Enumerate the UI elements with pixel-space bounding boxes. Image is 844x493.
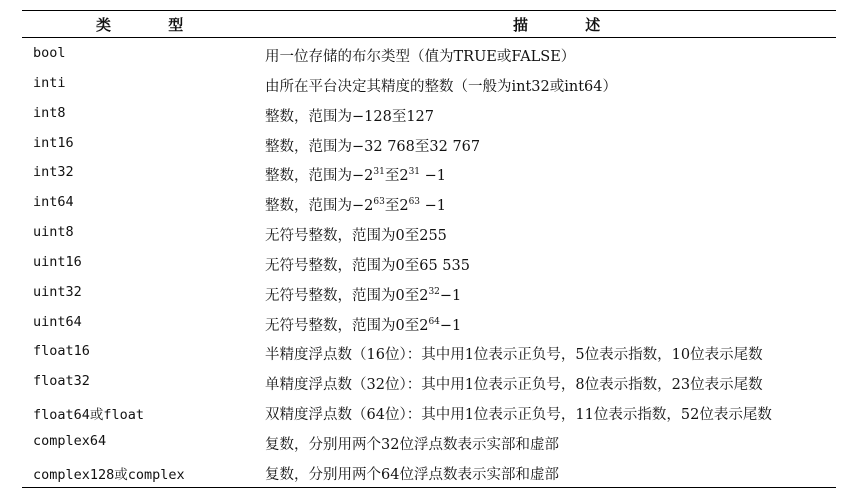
description-text: 整数，范围为−2 <box>265 198 374 214</box>
type-cell: int64 <box>33 194 74 210</box>
column-header-type: 类 型 <box>96 16 210 34</box>
table-row <box>22 75 836 105</box>
description-text: −1 <box>439 288 462 304</box>
description-cell: 用一位存储的布尔类型（值为TRUE或FALSE） <box>265 49 576 65</box>
description-text: −1 <box>439 318 462 334</box>
table-row <box>22 45 836 75</box>
type-cell: int16 <box>33 135 74 151</box>
description-cell: 无符号整数，范围为0至65 535 <box>265 258 470 274</box>
type-cell: complex128或complex <box>33 467 185 483</box>
type-cell: float64或float <box>33 407 145 423</box>
table-row <box>22 373 836 403</box>
table-row <box>22 463 836 493</box>
description-cell <box>265 284 461 305</box>
type-cell: inti <box>33 75 66 91</box>
description-cell: 半精度浮点数（16位）：其中用1位表示正负号，5位表示指数，10位表示尾数 <box>265 347 763 363</box>
table-row <box>22 224 836 254</box>
table-bottom-rule <box>22 487 836 488</box>
table-row <box>22 254 836 284</box>
type-cell: uint64 <box>33 314 82 330</box>
table-row <box>22 284 836 314</box>
description-text: 至2 <box>384 168 409 184</box>
description-cell: 双精度浮点数（64位）：其中用1位表示正负号，11位表示指数，52位表示尾数 <box>265 407 772 423</box>
type-cell: int8 <box>33 105 66 121</box>
table-row <box>22 403 836 433</box>
column-header-description: 描 述 <box>513 16 627 34</box>
table-row <box>22 433 836 463</box>
description-cell: 复数，分别用两个64位浮点数表示实部和虚部 <box>265 467 559 483</box>
exponent: 64 <box>428 317 440 327</box>
description-cell <box>265 164 446 185</box>
description-text: 无符号整数，范围为0至2 <box>265 288 429 304</box>
table-row <box>22 135 836 165</box>
table-header-rule <box>22 37 836 38</box>
exponent: 63 <box>408 197 421 207</box>
type-cell: bool <box>33 45 66 61</box>
table-row <box>22 343 836 373</box>
type-cell: float16 <box>33 343 90 359</box>
table-row <box>22 194 836 224</box>
exponent: 63 <box>373 197 385 207</box>
description-cell: 复数，分别用两个32位浮点数表示实部和虚部 <box>265 437 559 453</box>
description-text: 整数，范围为−2 <box>265 168 374 184</box>
description-text: 无符号整数，范围为0至2 <box>265 318 429 334</box>
table-top-rule <box>22 10 836 11</box>
description-cell: 单精度浮点数（32位）：其中用1位表示正负号，8位表示指数，23位表示尾数 <box>265 377 763 393</box>
description-cell <box>265 194 446 215</box>
type-cell: float32 <box>33 373 90 389</box>
description-cell: 由所在平台决定其精度的整数（一般为int32或int64） <box>265 79 618 95</box>
description-text: −1 <box>420 198 446 214</box>
description-text: 至2 <box>384 198 409 214</box>
type-cell: int32 <box>33 164 74 180</box>
type-cell: uint16 <box>33 254 82 270</box>
type-cell: uint32 <box>33 284 82 300</box>
description-cell: 无符号整数，范围为0至255 <box>265 228 447 244</box>
table-row <box>22 164 836 194</box>
table-row <box>22 314 836 344</box>
description-cell <box>265 314 461 335</box>
type-cell: complex64 <box>33 433 107 449</box>
exponent: 31 <box>373 167 385 177</box>
exponent: 31 <box>408 167 421 177</box>
description-cell: 整数，范围为−128至127 <box>265 109 435 125</box>
exponent: 32 <box>428 287 440 297</box>
description-cell: 整数，范围为−32 768至32 767 <box>265 139 481 155</box>
table-row <box>22 105 836 135</box>
description-text: −1 <box>420 168 446 184</box>
type-cell: uint8 <box>33 224 74 240</box>
